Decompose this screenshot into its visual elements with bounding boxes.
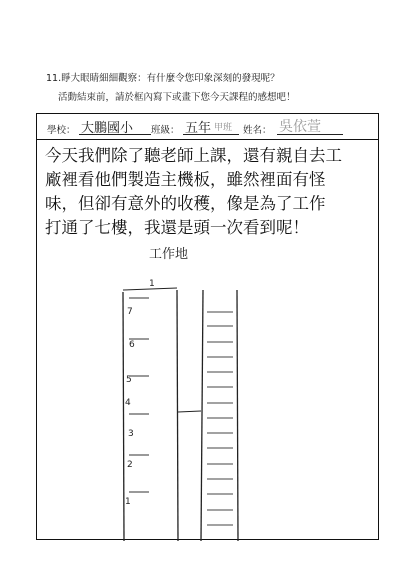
school-value: 大鵬國小: [81, 121, 134, 136]
connector-line: [178, 411, 201, 412]
right-shaft-outer: [237, 290, 238, 541]
left-shaft-inner: [177, 290, 178, 541]
floor-number: 6: [129, 340, 135, 350]
floor-number: 1: [149, 279, 155, 289]
essay-line: 味，但卻有意外的收穫，像是為了工作: [45, 194, 326, 213]
building-sketch: [37, 114, 380, 541]
right-shaft-inner: [201, 290, 203, 541]
floor-number: 3: [128, 429, 134, 439]
essay-line: 打通了七樓，我還是頭一次看到呢！: [45, 218, 309, 237]
left-shaft-outer: [123, 292, 124, 541]
question-prompt: 11.睜大眼睛細細觀察：有什麼令您印象深刻的發現呢？: [46, 73, 280, 84]
response-box: [36, 113, 379, 540]
sketch-caption: 工作地: [149, 247, 189, 262]
floor-number: 1: [125, 497, 131, 507]
floor-number: 7: [127, 307, 133, 317]
floor-number: 2: [127, 460, 133, 470]
floor-number: 4: [125, 398, 131, 408]
school-label: 學校：: [47, 125, 76, 136]
name-label: 姓名：: [243, 125, 272, 136]
essay-line: 廠裡看他們製造主機板，雖然裡面有怪: [45, 170, 326, 189]
essay-line: 今天我們除了聽老師上課，還有親自去工: [45, 146, 342, 165]
right-rungs: [207, 312, 233, 525]
class-label: 班級：: [151, 125, 180, 136]
floor-number: 5: [126, 375, 132, 385]
class-extra: 甲班: [214, 123, 233, 133]
name-value: 吳依萱: [279, 119, 321, 135]
class-value: 五年: [185, 121, 212, 136]
instruction-text: 活動結束前，請於框內寫下或畫下您今天課程的感想吧！: [58, 92, 296, 103]
